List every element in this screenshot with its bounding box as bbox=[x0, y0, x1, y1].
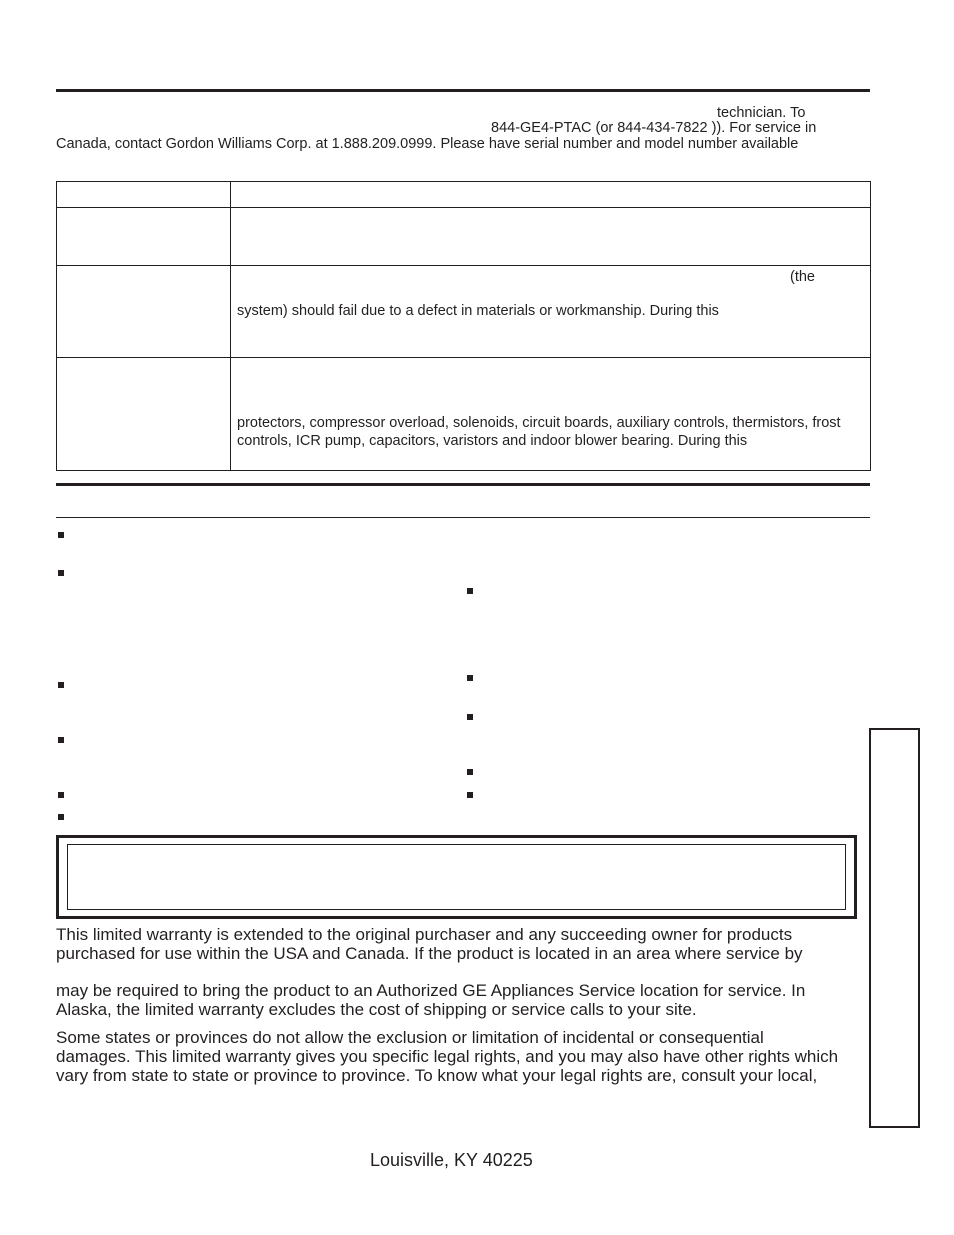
paragraph-2-line-1: Some states or provinces do not allow the exclusion or limitation of incidental or consequential bbox=[56, 1028, 764, 1047]
footer-address: Louisville, KY 40225 bbox=[370, 1150, 533, 1170]
paragraph-2-line-2: damages. This limited warranty gives you specific legal rights, and you may also have other rights which bbox=[56, 1047, 839, 1066]
paragraph-1-line-4: Alaska, the limited warranty excludes the cost of shipping or service calls to your site. bbox=[56, 1000, 697, 1019]
table-header-cell-period bbox=[57, 182, 231, 208]
bullet-marker bbox=[58, 737, 64, 743]
bullet-marker bbox=[467, 675, 473, 681]
top-rule bbox=[56, 89, 870, 92]
paragraph-1-line-2: purchased for use within the USA and Canada. If the product is located in an area where service by bbox=[56, 944, 803, 963]
bullet-marker bbox=[58, 792, 64, 798]
bullet-marker bbox=[467, 769, 473, 775]
section-rule-thick bbox=[56, 483, 870, 486]
row2-text-1: (the bbox=[790, 269, 815, 285]
row2-text-2: system) should fail due to a defect in materials or workmanship. During this bbox=[237, 303, 719, 319]
header-line-3: Canada, contact Gordon Williams Corp. at 1.888.209.0999. Please have serial number and model number available bbox=[56, 136, 799, 152]
table-row bbox=[57, 208, 871, 266]
paragraph-1-line-3: may be required to bring the product to an Authorized GE Appliances Service location for service. In bbox=[56, 981, 806, 1000]
table-row bbox=[57, 266, 871, 358]
table-header-row bbox=[57, 182, 871, 208]
table-header-cell-coverage bbox=[231, 182, 871, 208]
warranty-table bbox=[56, 181, 871, 471]
bullet-marker bbox=[58, 570, 64, 576]
bullet-marker bbox=[467, 714, 473, 720]
header-line-1: technician. To bbox=[717, 105, 806, 121]
paragraph-2-line-3: vary from state to state or province to province. To know what your legal rights are, consult your local, bbox=[56, 1066, 818, 1085]
table-row bbox=[57, 358, 871, 471]
bullet-marker bbox=[58, 814, 64, 820]
bullet-marker bbox=[58, 682, 64, 688]
notice-box bbox=[56, 835, 857, 919]
row3-text-2: controls, ICR pump, capacitors, varistors and indoor blower bearing. During this bbox=[237, 433, 748, 449]
section-rule-thin bbox=[56, 517, 870, 518]
paragraph-1-line-1: This limited warranty is extended to the original purchaser and any succeeding owner for products bbox=[56, 925, 793, 944]
header-line-2: 844-GE4-PTAC (or 844-434-7822 )). For service in bbox=[491, 120, 817, 136]
bullet-marker bbox=[58, 532, 64, 538]
row3-text-1: protectors, compressor overload, solenoids, circuit boards, auxiliary controls, thermistors, frost bbox=[237, 415, 841, 431]
bullet-marker bbox=[467, 792, 473, 798]
bullet-marker bbox=[467, 588, 473, 594]
side-tab bbox=[869, 728, 920, 1128]
notice-box-inner bbox=[67, 844, 846, 910]
